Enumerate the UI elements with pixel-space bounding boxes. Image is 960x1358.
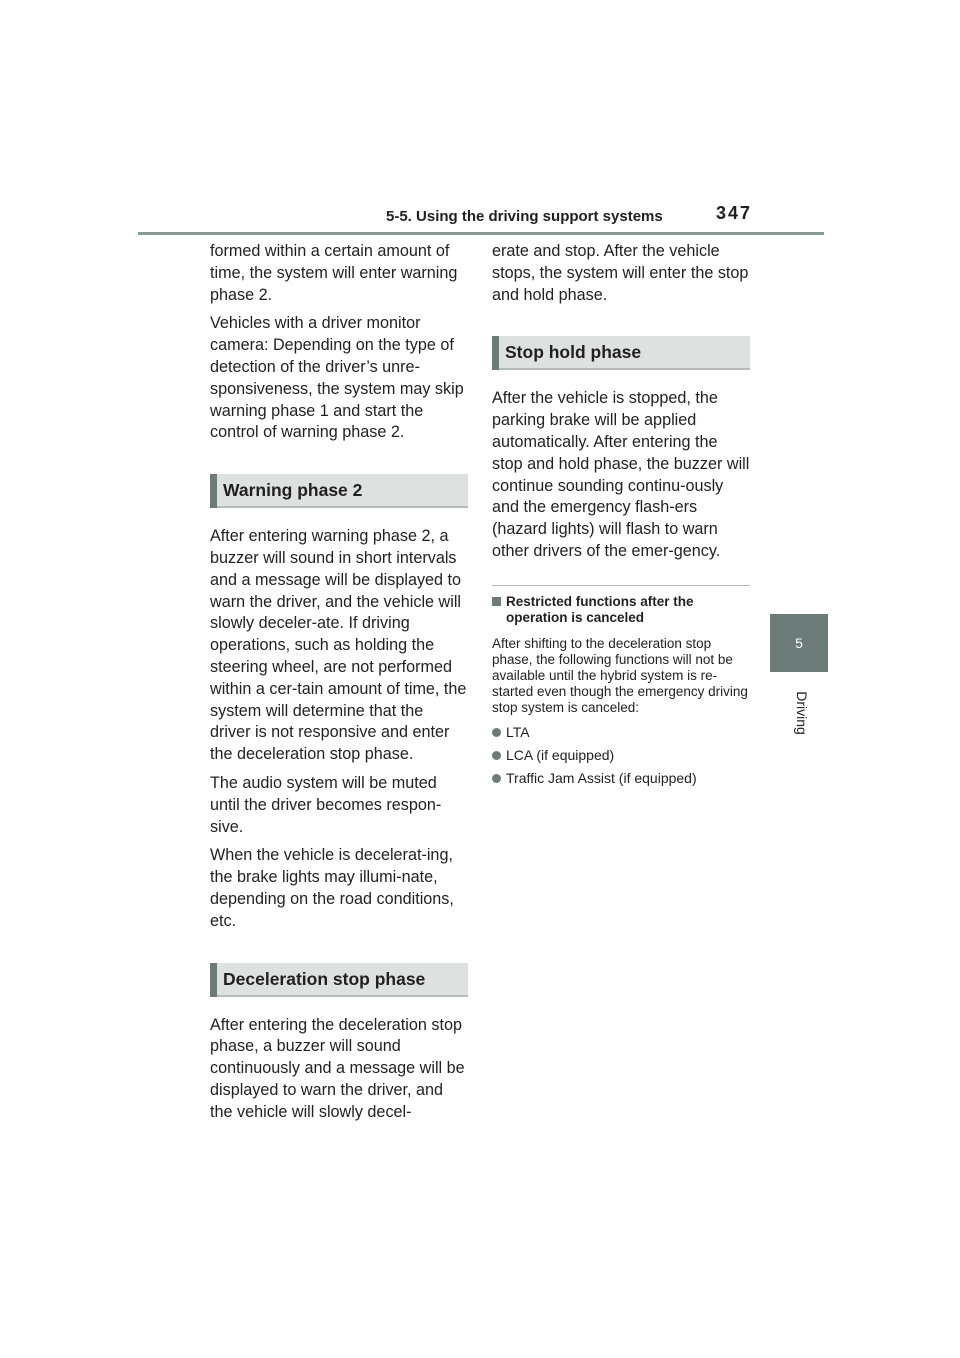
paragraph: After the vehicle is stopped, the parking brake will be applied automatically. After entering the stop and hold phase, the buzzer will continue sounding continu-ously and the emergency flash-ers (hazard lights) will flash to warn other drivers of the emer-gency. <box>492 389 750 560</box>
paragraph: After entering the deceleration stop phase, a buzzer will sound continuously and a message will be displayed to warn the driver, and the vehicle will slowly decel- <box>210 1015 465 1121</box>
heading-deceleration-stop-phase <box>210 963 468 997</box>
left-column <box>210 241 468 1131</box>
paragraph: The audio system will be muted until the driver becomes respon-sive. <box>210 773 442 836</box>
paragraph: After entering warning phase 2, a buzzer will sound in short intervals and a message will be displayed to warn the driver, and the vehicle will slowly deceler-ate. If driving operations, such as holding the steering wheel, are not performed within a cer-tain amount of time, the system will determine that the driver is not responsive and enter the deceleration stop phase. <box>210 527 467 764</box>
paragraph: formed within a certain amount of time, the system will enter warning phase 2. <box>210 242 458 304</box>
page-number: 347 <box>716 203 753 223</box>
section-divider <box>492 585 750 586</box>
paragraph: erate and stop. After the vehicle stops, the system will enter the stop and hold phase. <box>492 242 749 304</box>
note-text: After shifting to the deceleration stop phase, the following functions will not be available until the hybrid system is re-started even though the emergency driving stop system is canceled: <box>492 635 748 715</box>
paragraph: Vehicles with a driver monitor camera: Depending on the type of detection of the driver’s unre-sponsiveness, the system may skip warning phase 1 and start the control of warning phase 2. <box>210 314 464 442</box>
bullet-dot-icon <box>492 728 501 737</box>
section-title: 5-5. Using the driving support systems <box>386 208 663 225</box>
square-bullet-icon <box>492 597 501 606</box>
list-item-text: LTA <box>506 723 530 740</box>
list-item <box>492 724 750 741</box>
subheading <box>492 594 750 626</box>
heading-warning-phase-2 <box>210 474 468 508</box>
list-item <box>492 747 750 764</box>
list-item-text: Traffic Jam Assist (if equipped) <box>506 769 697 786</box>
bullet-dot-icon <box>492 751 501 760</box>
bullet-dot-icon <box>492 774 501 783</box>
chapter-tab <box>770 614 828 672</box>
chapter-label-text: Driving <box>794 691 810 735</box>
chapter-number: 5 <box>795 635 803 651</box>
list-item-text: LCA (if equipped) <box>506 746 615 763</box>
list-item <box>492 770 750 787</box>
subheading-text: Restricted functions after the operation is canceled <box>506 593 694 625</box>
header-divider <box>138 232 824 235</box>
heading-text: Deceleration stop phase <box>223 968 426 989</box>
paragraph: When the vehicle is decelerat-ing, the brake lights may illumi-nate, depending on the road conditions, etc. <box>210 846 454 930</box>
heading-text: Warning phase 2 <box>223 480 363 501</box>
right-column <box>492 241 750 793</box>
chapter-label <box>792 683 812 743</box>
heading-stop-hold-phase <box>492 336 750 370</box>
heading-text: Stop hold phase <box>505 342 642 363</box>
